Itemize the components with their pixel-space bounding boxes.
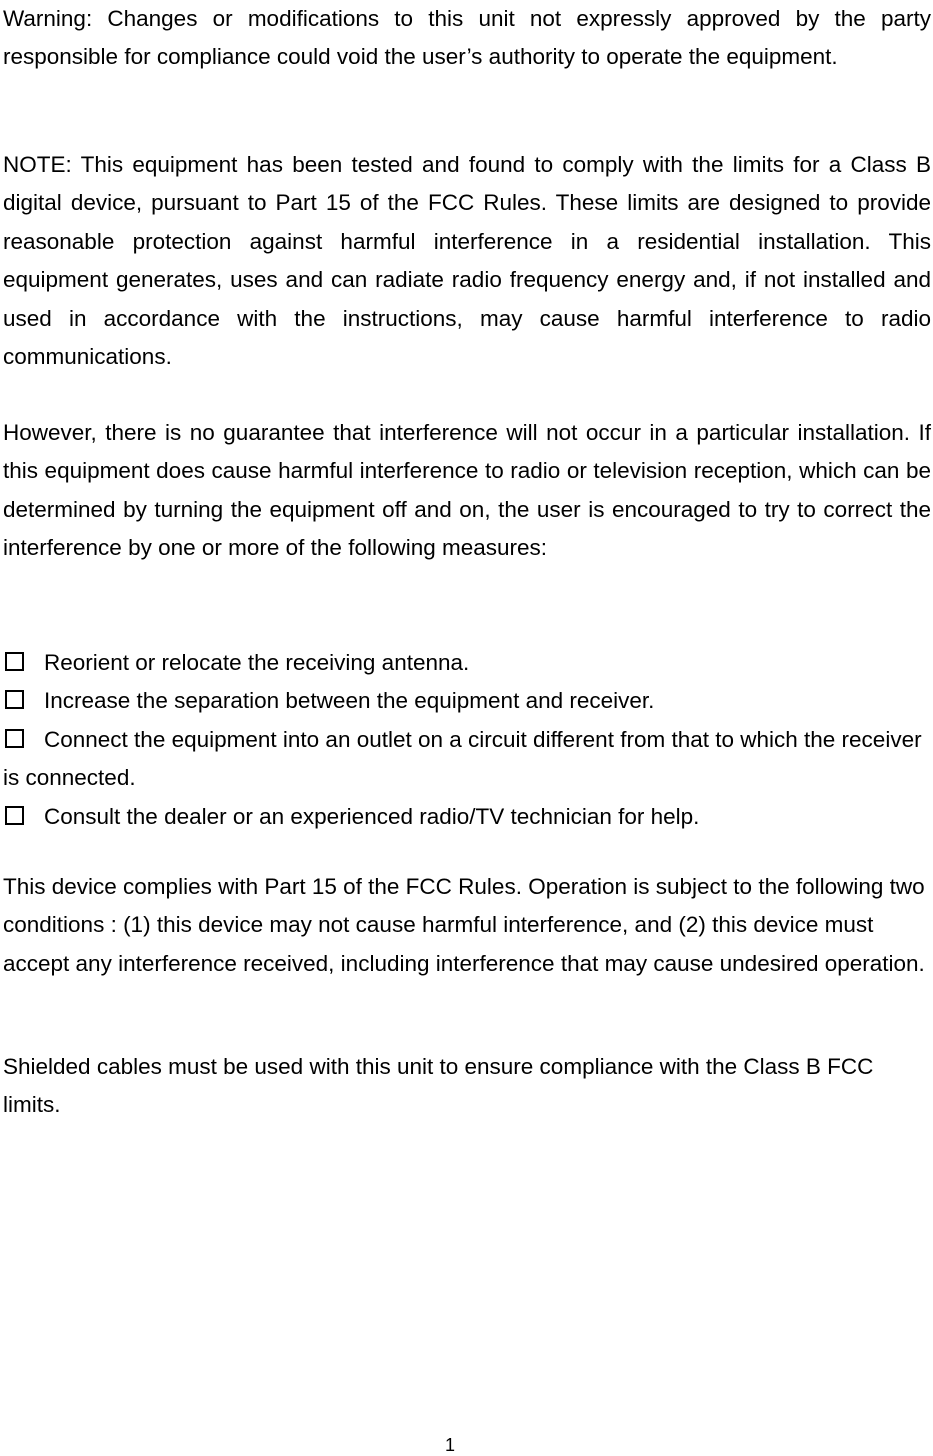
list-item — [3, 798, 931, 836]
measures-list — [3, 644, 931, 836]
measure-text: Reorient or relocate the receiving antenna. — [44, 650, 470, 675]
checkbox-bullet-icon — [5, 652, 24, 671]
list-item — [3, 682, 931, 720]
compliance-paragraph: This device complies with Part 15 of the FCC Rules. Operation is subject to the following two conditions : (1) this device may not cause harmful interference, and (2) this device must accept any interference received, including interference that may cause undesired operation. — [3, 874, 925, 976]
shielded-cables-paragraph: Shielded cables must be used with this unit to ensure compliance with the Class B FCC limits. — [3, 1054, 874, 1118]
checkbox-bullet-icon — [5, 690, 24, 709]
checkbox-bullet-icon — [5, 729, 24, 748]
note-paragraph: NOTE: This equipment has been tested and found to comply with the limits for a Class B digital device, pursuant to Part 15 of the FCC Rules. These limits are designed to provide reasonable protection against harmful interference in a residential installation. This equipment generates, uses and can radiate radio frequency energy and, if not installed and used in accordance with the instructions, may cause harmful interference to radio communications. — [3, 152, 931, 370]
checkbox-bullet-icon — [5, 806, 24, 825]
however-paragraph: However, there is no guarantee that interference will not occur in a particular installation. If this equipment does cause harmful interference to radio or television reception, which can be determined by turning the equipment off and on, the user is encouraged to try to correct the interference by one or more of the following measures: — [3, 420, 931, 561]
list-item — [3, 644, 931, 682]
measure-text: Increase the separation between the equipment and receiver. — [44, 688, 655, 714]
warning-paragraph: Warning: Changes or modifications to this unit not expressly approved by the party responsible for compliance could void the user’s authority to operate the equipment. — [3, 6, 931, 70]
measure-text: Consult the dealer or an experienced radio/TV technician for help. — [44, 803, 700, 829]
page-number: 1 — [444, 1435, 455, 1455]
measure-text: Connect the equipment into an outlet on a circuit different from that to which the receiver is connected. — [3, 726, 922, 791]
list-item — [3, 721, 931, 798]
